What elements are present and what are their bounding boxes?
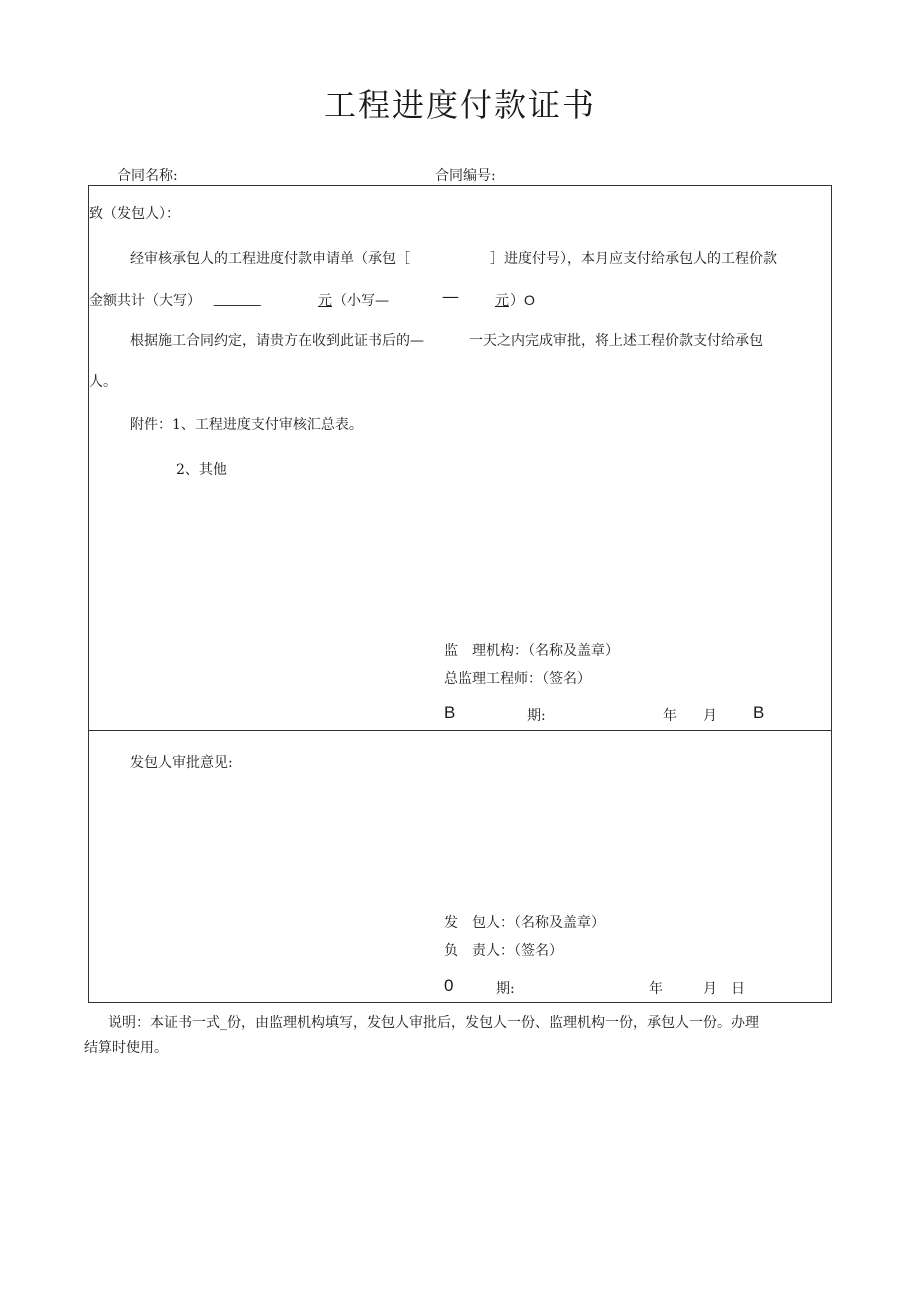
amount-uppercase-label: 金额共计（大写）	[89, 293, 201, 309]
date-day-2: 日	[731, 981, 745, 997]
responsible-person-label: 负 责人：（签名）	[444, 943, 563, 959]
page-title: 工程进度付款证书	[323, 86, 596, 124]
amount-close: ）O	[510, 292, 535, 308]
yuan-unit-2: 元	[495, 293, 509, 309]
date-suffix-1: B	[753, 703, 765, 722]
date-prefix-2: 0	[444, 976, 454, 995]
to-employer-line: 致（发包人）：	[89, 206, 180, 222]
date-month-2: 月	[703, 981, 717, 997]
para3-part-a: 根据施工合同约定，请贵方在收到此证书后的—	[130, 333, 424, 349]
date-qi-1: 期:	[527, 708, 546, 724]
para3-part-c: 人。	[89, 374, 117, 390]
amount-dash: —	[442, 287, 459, 307]
employer-opinion-label: 发包人审批意见:	[130, 755, 233, 771]
date-year-2: 年	[649, 981, 663, 997]
para3-part-b: 一天之内完成审批，将上述工程价款支付给承包	[469, 333, 763, 349]
section-divider	[88, 730, 832, 731]
amount-lowercase-label: （小写—	[333, 293, 389, 309]
yuan-unit-1: 元	[318, 293, 332, 309]
attachment-2: 2、其他	[176, 462, 227, 478]
date-year-1: 年	[663, 708, 677, 724]
date-month-1: 月	[703, 708, 717, 724]
date-prefix-1: B	[444, 703, 456, 722]
contract-no-label: 合同编号:	[435, 168, 496, 184]
amount-uppercase-blank: ______	[214, 290, 261, 306]
supervision-org-label: 监 理机构：（名称及盖章）	[444, 643, 619, 659]
note-line-2: 结算时使用。	[84, 1040, 168, 1056]
note-line-1: 说明：本证书一式_份，由监理机构填写，发包人审批后，发包人一份、监理机构一份，承包人一份。办理	[108, 1015, 759, 1031]
date-qi-2: 期:	[496, 981, 515, 997]
contract-name-label: 合同名称:	[117, 168, 178, 184]
para1-part-b: ］进度付号），本月应支付给承包人的工程价款	[490, 251, 777, 267]
employer-label: 发 包人：（名称及盖章）	[444, 915, 605, 931]
chief-engineer-label: 总监理工程师：（签名）	[444, 671, 591, 687]
attachment-1: 附件：1、工程进度支付审核汇总表。	[130, 417, 363, 433]
para1-part-a: 经审核承包人的工程进度付款申请单（承包［	[130, 251, 410, 267]
